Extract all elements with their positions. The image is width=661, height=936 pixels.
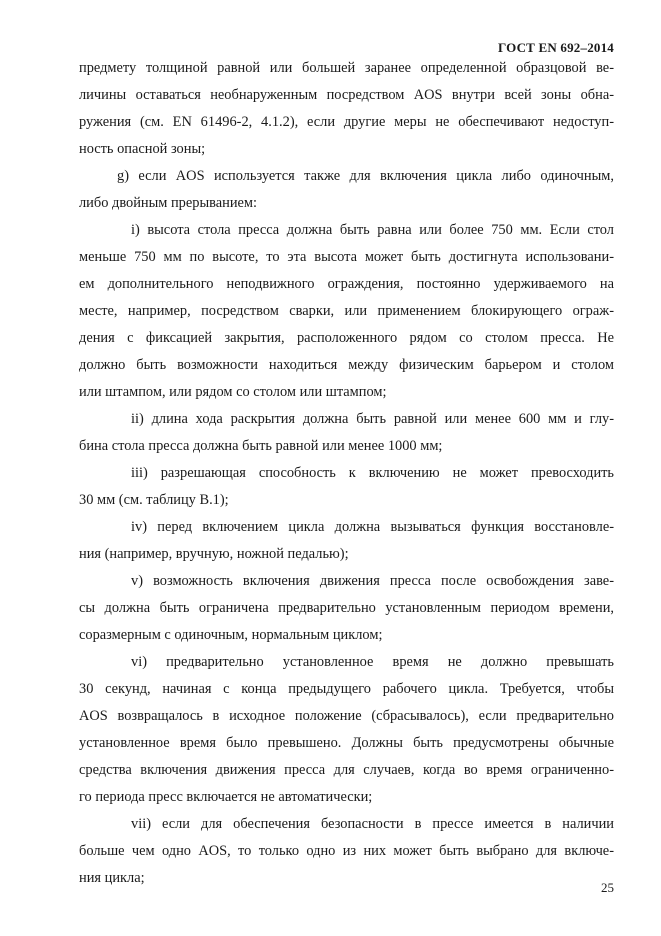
- text-line: vii) если для обеспечения безопасности в прессе имеется в наличии: [131, 816, 614, 832]
- standard-header: ГОСТ EN 692–2014: [497, 40, 614, 55]
- text-line: 30 секунд, начиная с конца предыдущего рабочего цикла. Требуется, чтобы: [79, 681, 614, 697]
- text-line: больше чем одно AOS, то только одно из них может быть выбрано для включе-: [79, 843, 614, 859]
- text-line: установленное время было превышено. Должны быть предусмотрены обычные: [79, 735, 614, 751]
- body-text: [79, 55, 614, 892]
- text-line: должно быть возможности находиться между физическим барьером и столом: [79, 357, 614, 373]
- text-line: или штампом, или рядом со столом или штампом;: [79, 384, 387, 400]
- text-line: предмету толщиной равной или большей заранее определенной образцовой ве-: [79, 60, 614, 76]
- text-line: го периода пресс включается не автоматически;: [79, 789, 373, 805]
- text-line: iii) разрешающая способность к включению не может превосходить: [131, 465, 614, 481]
- text-line: ружения (см. EN 61496-2, 4.1.2), если другие меры не обеспечивают недоступ-: [79, 114, 614, 130]
- text-line: ния (например, вручную, ножной педалью);: [79, 546, 349, 562]
- text-line: месте, например, посредством сварки, или применением блокирующего ограж-: [79, 303, 614, 319]
- text-line: ния цикла;: [79, 870, 145, 886]
- text-line: AOS возвращалось в исходное положение (сбрасывалось), если предварительно: [79, 708, 614, 724]
- text-line: iv) перед включением цикла должна вызываться функция восстановле-: [131, 519, 614, 535]
- text-line: ем дополнительного неподвижного ограждения, постоянно удерживаемого на: [79, 276, 614, 292]
- text-line: соразмерным с одиночным, нормальным циклом;: [79, 627, 383, 643]
- text-line: i) высота стола пресса должна быть равна или более 750 мм. Если стол: [131, 222, 614, 238]
- text-line: бина стола пресса должна быть равной или менее 1000 мм;: [79, 438, 443, 454]
- text-line: либо двойным прерыванием:: [79, 195, 258, 211]
- text-line: средства включения движения пресса для случаев, когда во время ограниченно-: [79, 762, 614, 778]
- text-line: меньше 750 мм по высоте, то эта высота может быть достигнута использовани-: [79, 249, 614, 265]
- text-line: vi) предварительно установленное время не должно превышать: [131, 654, 614, 670]
- text-line: дения с фиксацией закрытия, расположенного рядом со столом пресса. Не: [79, 330, 614, 346]
- text-line: g) если AOS используется также для включения цикла либо одиночным,: [117, 168, 614, 184]
- text-line: v) возможность включения движения пресса после освобождения заве-: [131, 573, 614, 589]
- text-line: ность опасной зоны;: [79, 141, 206, 157]
- text-line: личины оставаться необнаруженным посредством AOS внутри всей зоны обна-: [79, 87, 614, 103]
- text-line: ii) длина хода раскрытия должна быть равной или менее 600 мм и глу-: [131, 411, 614, 427]
- text-line: 30 мм (см. таблицу В.1);: [79, 492, 229, 508]
- text-line: сы должна быть ограничена предварительно установленным периодом времени,: [79, 600, 614, 616]
- page-number: 25: [601, 880, 614, 895]
